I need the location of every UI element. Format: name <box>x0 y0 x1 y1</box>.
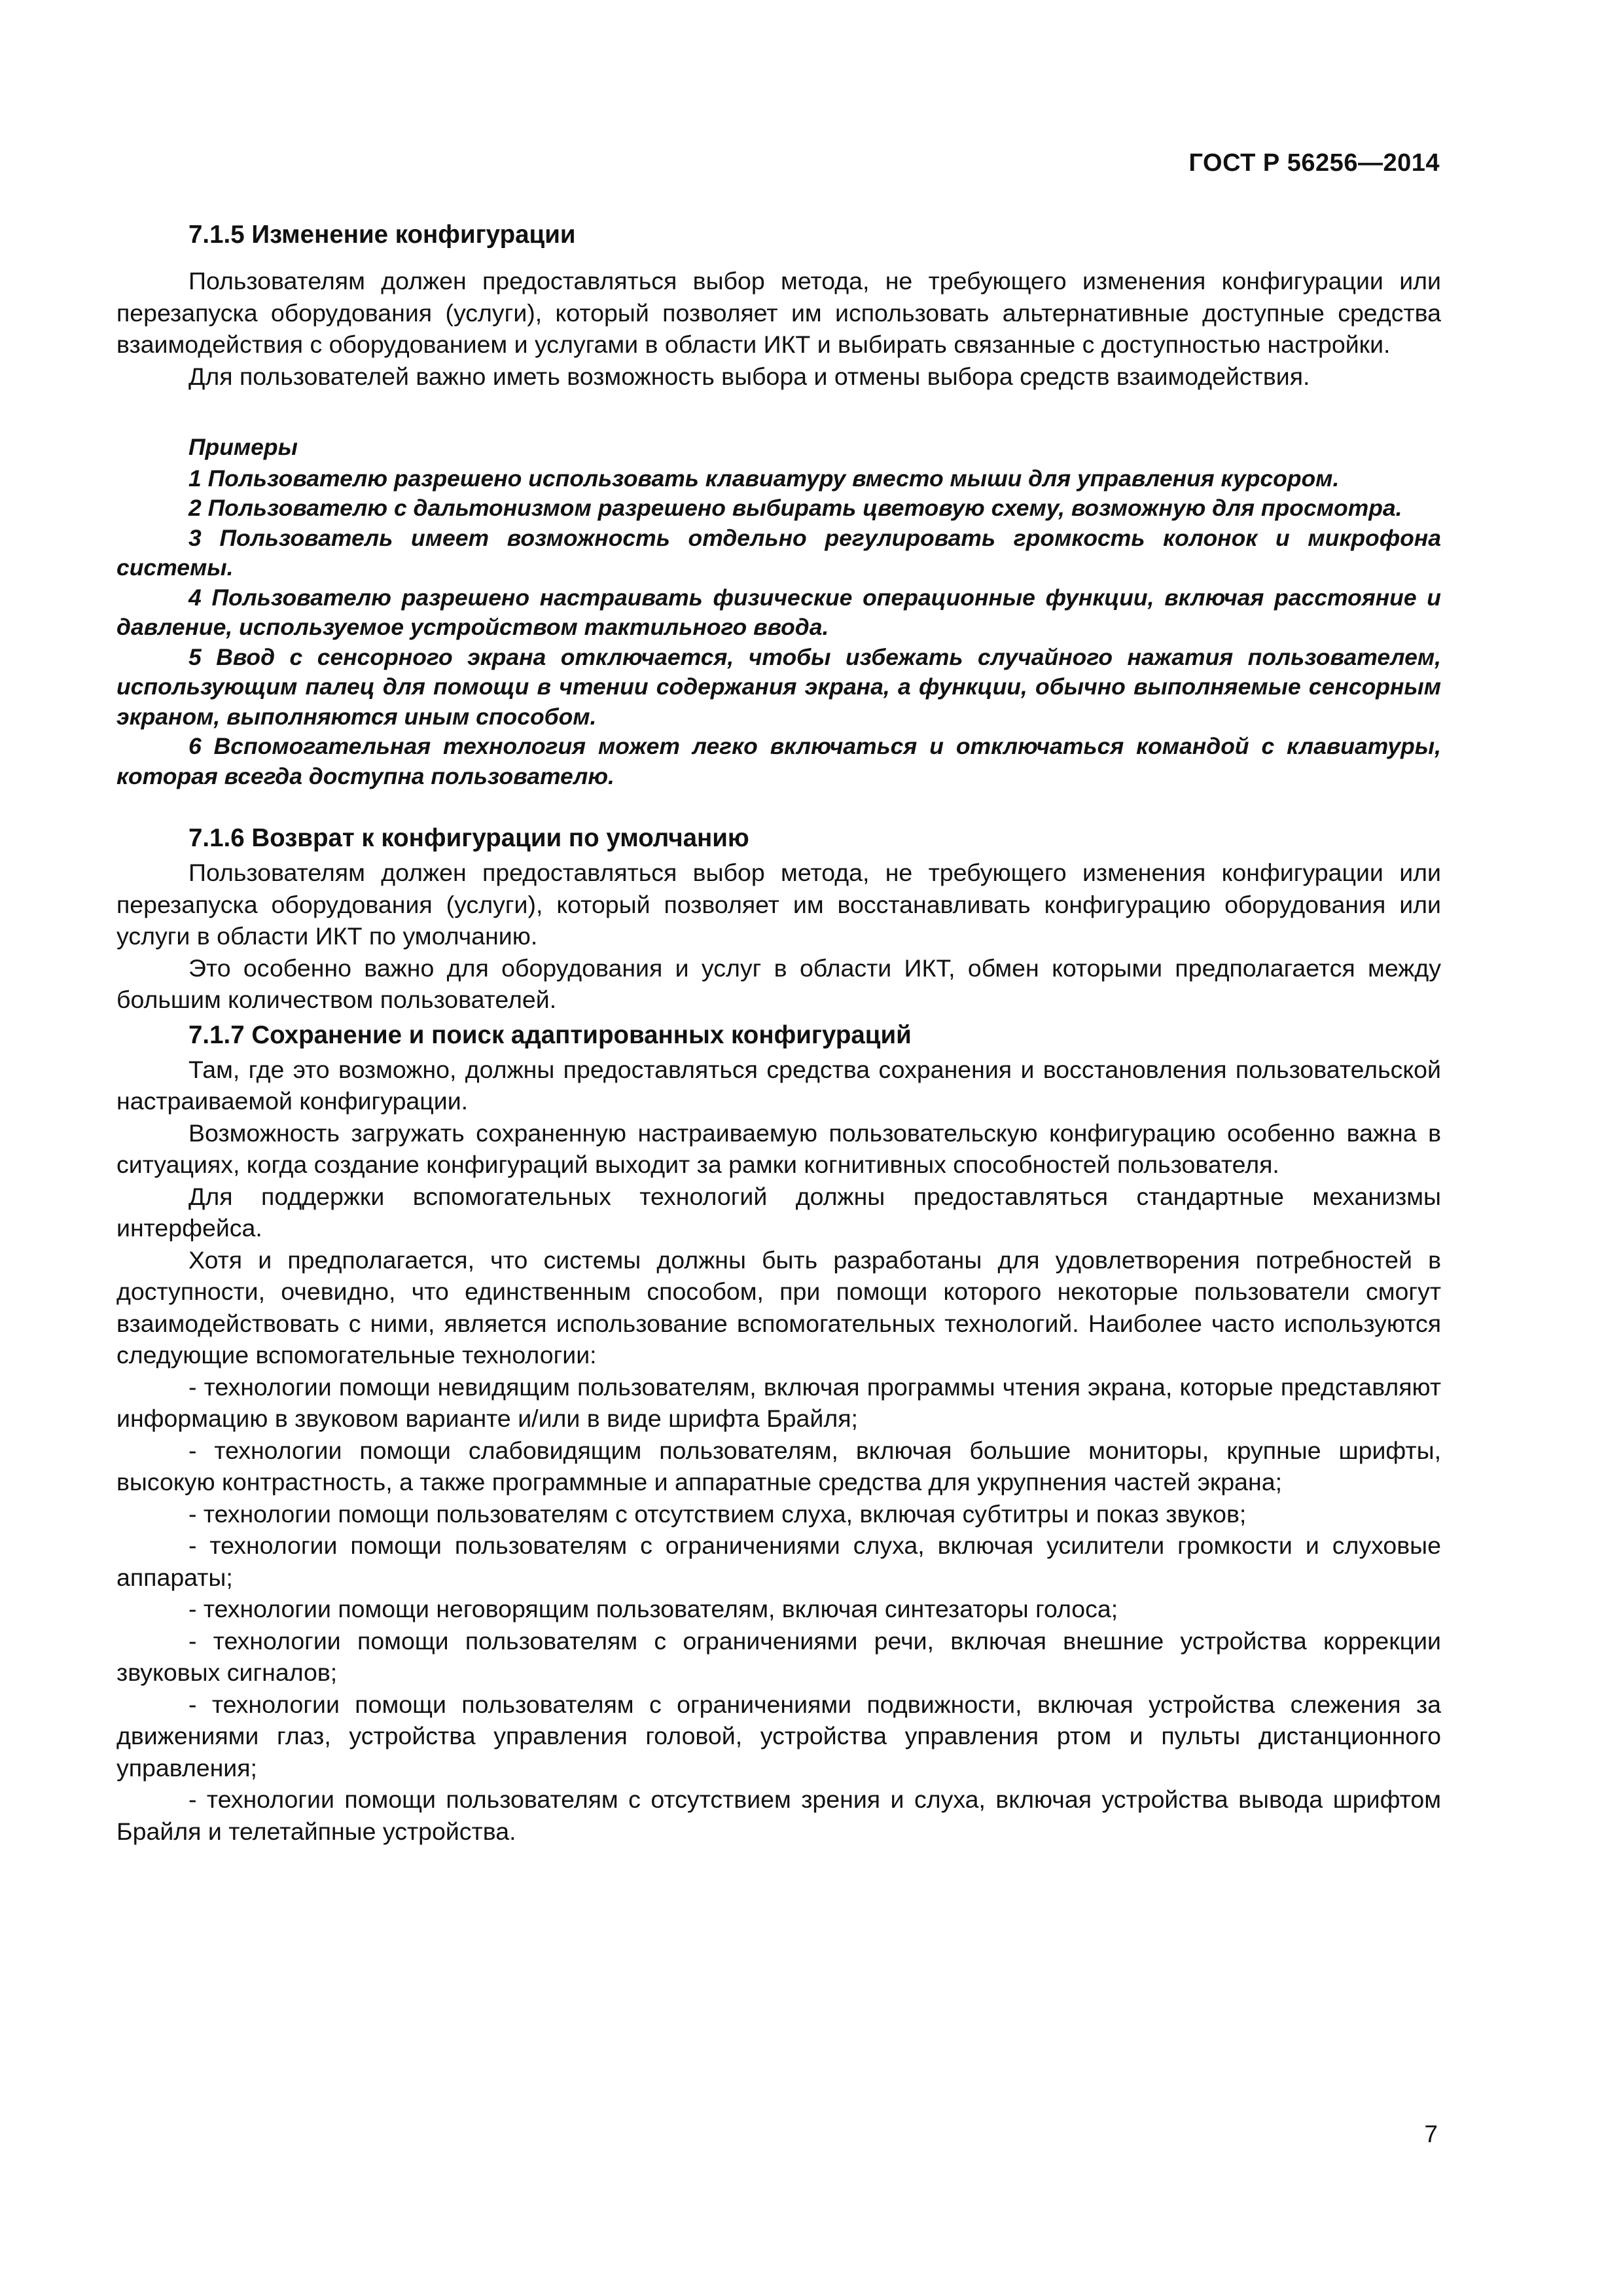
paragraph: Это особенно важно для оборудования и услуг в области ИКТ, обмен которыми предполагается между большим количеством пользователей. <box>116 954 1441 1013</box>
paragraph: Хотя и предполагается, что системы должны быть разработаны для удовлетворения потребностей в доступности, очевидно, что единственным способом, при помощи которого некоторые пользователи смогут взаимодействовать с ними, является использование вспомогательных технологий. Наиболее часто используются следующие вспомогательные технологии: <box>116 1246 1441 1369</box>
section-7-1-5-heading: 7.1.5 Изменение конфигурации <box>188 221 576 249</box>
list-item: - технологии помощи невидящим пользователям, включая программы чтения экрана, которые представляют информацию в звуковом варианте и/или в виде шрифта Брайля; <box>116 1372 1441 1432</box>
example-item: 6 Вспомогательная технология может легко включаться и отключаться командой с клавиатуры, которая всегда доступна пользователю. <box>116 733 1441 789</box>
paragraph: Для поддержки вспомогательных технологий должны предоставляться стандартные механизмы интерфейса. <box>116 1182 1441 1242</box>
example-item: 1 Пользователю разрешено использовать клавиатуру вместо мыши для управления курсором. <box>188 465 1340 492</box>
example-item: 3 Пользователь имеет возможность отдельно регулировать громкость колонок и микрофона системы. <box>116 524 1441 581</box>
examples-title: Примеры <box>188 434 298 460</box>
paragraph: Для пользователей важно иметь возможность выбора и отмены выбора средств взаимодействия. <box>188 362 1310 390</box>
list-item: - технологии помощи пользователям с отсутствием слуха, включая субтитры и показ звуков; <box>188 1499 1247 1528</box>
example-item: 2 Пользователю с дальтонизмом разрешено выбирать цветовую схему, возможную для просмотра. <box>188 495 1402 521</box>
paragraph: Пользователям должен предоставляться выбор метода, не требующего изменения конфигурации или перезапуска оборудования (услуги), который позволяет им восстанавливать конфигурацию оборудования или услуги в области ИКТ по умолчанию. <box>116 859 1441 950</box>
section-7-1-6-heading: 7.1.6 Возврат к конфигурации по умолчанию <box>188 824 749 852</box>
list-item: - технологии помощи пользователям с ограничениями слуха, включая усилители громкости и слуховые аппараты; <box>116 1532 1441 1591</box>
document-body <box>116 219 1441 1847</box>
list-item: - технологии помощи слабовидящим пользователям, включая большие мониторы, крупные шрифты, высокую контрастность, а также программные и аппаратные средства для укрупнения частей экрана; <box>116 1436 1441 1496</box>
paragraph: Там, где это возможно, должны предоставляться средства сохранения и восстановления пользовательской настраиваемой конфигурации. <box>116 1055 1441 1115</box>
list-item: - технологии помощи пользователям с отсутствием зрения и слуха, включая устройства вывода шрифтом Брайля и телетайпные устройства. <box>116 1785 1441 1845</box>
paragraph: Пользователям должен предоставляться выбор метода, не требующего изменения конфигурации или перезапуска оборудования (услуги), который позволяет им использовать альтернативные доступные средства взаимодействия с оборудованием и услугами в области ИКТ и выбирать связанные с доступностью настройки. <box>116 267 1441 358</box>
paragraph: Возможность загружать сохраненную настраиваемую пользовательскую конфигурацию особенно важна в ситуациях, когда создание конфигураций выходит за рамки когнитивных способностей пользователя. <box>116 1119 1441 1178</box>
example-item: 5 Ввод с сенсорного экрана отключается, чтобы избежать случайного нажатия пользователем, использующим палец для помощи в чтении содержания экрана, а функции, обычно выполняемые сенсорным экраном, выполняются иным способом. <box>116 643 1441 730</box>
standard-code-header: ГОСТ Р 56256—2014 <box>1188 149 1440 177</box>
list-item: - технологии помощи пользователям с ограничениями подвижности, включая устройства слежения за движениями глаз, устройства управления головой, устройства управления ртом и пульты дистанционного управления; <box>116 1690 1441 1782</box>
example-item: 4 Пользователю разрешено настраивать физические операционные функции, включая расстояние и давление, используемое устройством тактильного ввода. <box>116 584 1441 640</box>
list-item: - технологии помощи пользователям с ограничениями речи, включая внешние устройства коррекции звуковых сигналов; <box>116 1626 1441 1686</box>
page-number: 7 <box>1424 2121 1438 2147</box>
examples-block <box>116 433 1441 791</box>
list-item: - технологии помощи неговорящим пользователям, включая синтезаторы голоса; <box>188 1595 1118 1623</box>
section-7-1-7-heading: 7.1.7 Сохранение и поиск адаптированных конфигураций <box>188 1020 912 1049</box>
